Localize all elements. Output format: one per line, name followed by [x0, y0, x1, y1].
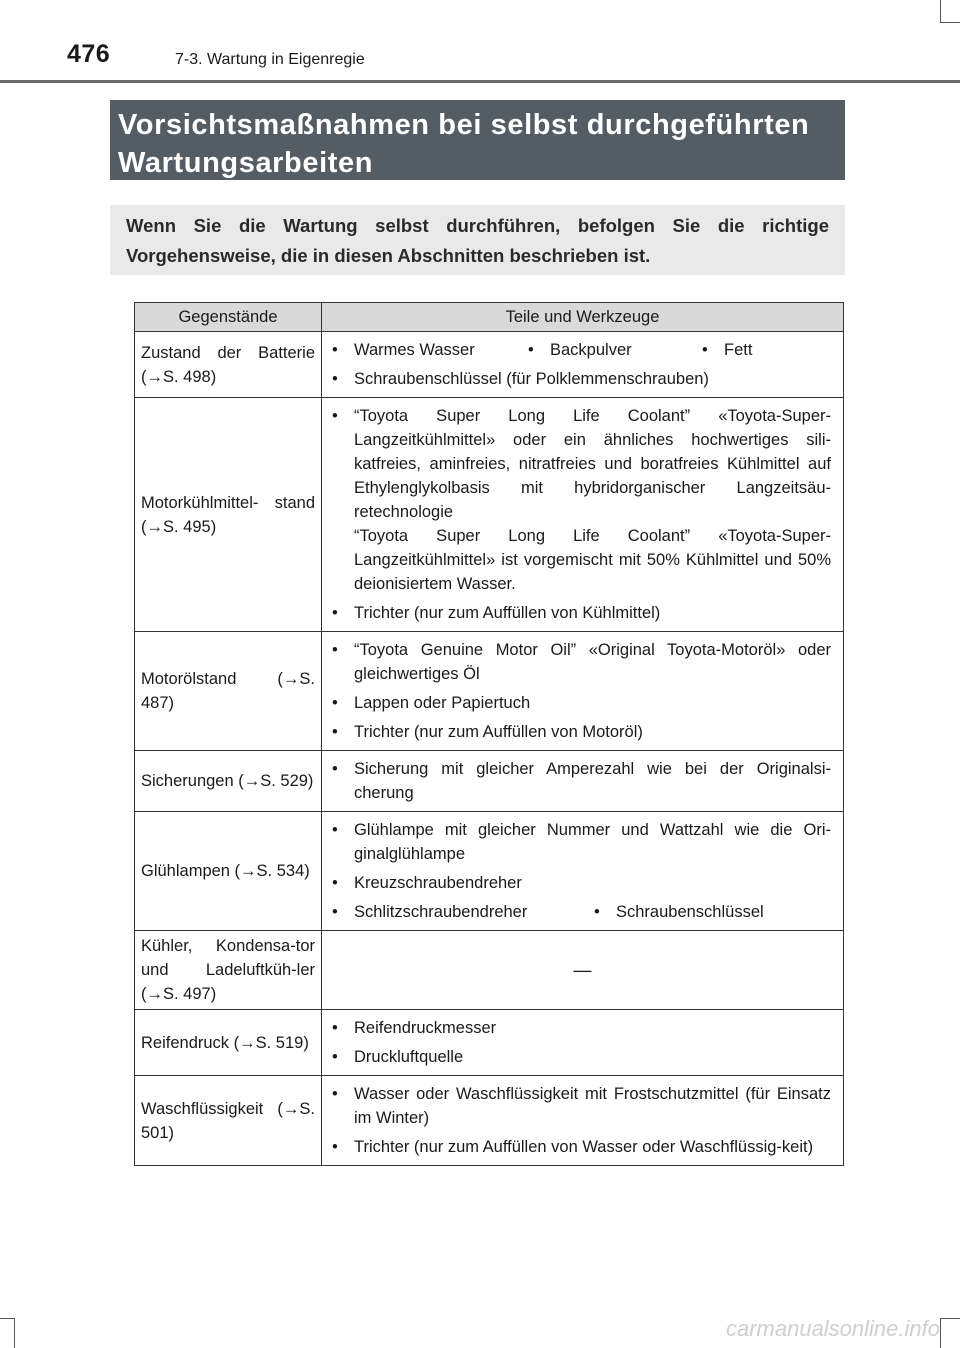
tools-cell	[322, 812, 844, 931]
list-item	[332, 404, 831, 596]
list-item-text: Lappen oder Papiertuch	[354, 694, 531, 712]
header-divider	[0, 80, 960, 83]
column-header-tools: Teile und Werkzeuge	[322, 303, 844, 332]
bullet-icon: •	[594, 903, 600, 921]
item-cell: Sicherungen (→S. 529)	[135, 751, 322, 812]
list-item-text: Glühlampe mit gleicher Nummer und Wattzahl wie die Ori-ginalglühlampe	[354, 821, 831, 863]
bullet-icon: •	[332, 1019, 338, 1037]
table-row	[135, 812, 844, 931]
bullet-icon: •	[332, 604, 338, 622]
list-item-text: Schlitzschraubendreher	[354, 903, 528, 921]
list-item-text: Kreuzschraubendreher	[354, 874, 522, 892]
list-item	[332, 871, 831, 895]
list-item-text: Trichter (nur zum Auffüllen von Kühlmittel)	[354, 604, 661, 622]
table-row	[135, 398, 844, 632]
list-item	[332, 1135, 831, 1159]
item-cell: Glühlampen (→S. 534)	[135, 812, 322, 931]
list-item-text: Backpulver	[550, 341, 632, 359]
list-item-text: Schraubenschlüssel (für Polklemmenschrauben)	[354, 370, 709, 388]
tools-cell	[322, 632, 844, 751]
list-item-text: “Toyota Super Long Life Coolant” «Toyota-Super-Langzeitkühlmittel» oder ein ähnliches hochwertiges sili-katfreies, aminfreies, nitratfreies und boratfreies Kühlmittel auf Ethylenglykolbasis mit hybridorganischer Langzeitsäu-retechnologie	[354, 407, 831, 521]
section-breadcrumb: 7-3. Wartung in Eigenregie	[175, 51, 365, 68]
list-item	[332, 1045, 831, 1069]
list-item-text: Sicherung mit gleicher Amperezahl wie bei der Originalsi-cherung	[354, 760, 831, 802]
bullet-icon: •	[332, 903, 338, 921]
page-number: 476	[67, 40, 111, 68]
table-row	[135, 332, 844, 398]
parts-tools-table	[134, 302, 844, 1166]
bullet-icon: •	[332, 407, 338, 425]
bullet-icon: •	[702, 341, 708, 359]
item-cell: Kühler, Kondensa-tor und Ladeluftküh-ler (→S. 497)	[135, 931, 322, 1010]
watermark: carmanualsonline.info	[725, 1316, 940, 1341]
column-header-items: Gegenstände	[135, 303, 322, 332]
bullet-icon: •	[332, 694, 338, 712]
list-item-text: Trichter (nur zum Auffüllen von Motoröl)	[354, 723, 643, 741]
list-item-text: Druckluftquelle	[354, 1048, 464, 1066]
list-item	[332, 900, 831, 924]
list-item-text: Schraubenschlüssel	[616, 903, 764, 921]
bullet-icon: •	[332, 1085, 338, 1103]
page-title	[110, 100, 845, 180]
item-cell: Reifendruck (→S. 519)	[135, 1010, 322, 1076]
bullet-icon: •	[332, 723, 338, 741]
item-cell: Motorkühlmittel- stand (→S. 495)	[135, 398, 322, 632]
bullet-icon: •	[332, 1048, 338, 1066]
tools-cell	[322, 332, 844, 398]
list-item	[332, 720, 831, 744]
table-row	[135, 751, 844, 812]
list-item	[332, 691, 831, 715]
crop-mark	[14, 1318, 15, 1348]
intro-text: Wenn Sie die Wartung selbst durchführen, befolgen Sie die richtige Vorgehensweise, die in diesen Abschnitten beschrieben ist.	[110, 205, 845, 275]
list-item-text: Reifendruckmesser	[354, 1019, 497, 1037]
list-item-text: Wasser oder Waschflüssigkeit mit Frostschutzmittel (für Einsatz im Winter)	[354, 1085, 831, 1127]
bullet-icon: •	[332, 341, 338, 359]
bullet-icon: •	[332, 874, 338, 892]
list-item-text: Warmes Wasser	[354, 341, 475, 359]
crop-mark	[940, 1318, 960, 1319]
crop-mark	[940, 1318, 941, 1348]
table-row	[135, 1076, 844, 1166]
list-item	[332, 757, 831, 805]
list-item	[332, 1082, 831, 1130]
crop-mark	[0, 1318, 14, 1319]
bullet-icon: •	[332, 760, 338, 778]
item-cell: Motorölstand (→S. 487)	[135, 632, 322, 751]
list-item-text: “Toyota Genuine Motor Oil” «Original Toyota-Motoröl» oder gleichwertiges Öl	[354, 641, 831, 683]
list-item	[332, 818, 831, 866]
table-row	[135, 1010, 844, 1076]
bullet-icon: •	[332, 641, 338, 659]
tools-cell	[322, 1076, 844, 1166]
page-title-line2: Wartungsarbeiten	[118, 147, 374, 179]
tools-cell-empty: —	[322, 931, 844, 1010]
crop-mark	[940, 22, 960, 23]
list-item-note: “Toyota Super Long Life Coolant” «Toyota-Super-Langzeitkühlmittel» ist vorgemischt mit 50% Kühlmittel und 50% deionisiertem Wasser.	[354, 527, 831, 593]
page-title-line1: Vorsichtsmaßnahmen bei selbst durchgeführten	[118, 109, 810, 141]
crop-mark	[940, 0, 941, 22]
list-item	[332, 367, 831, 391]
list-item	[332, 638, 831, 686]
list-item-text: Trichter (nur zum Auffüllen von Wasser oder Waschflüssig-keit)	[354, 1138, 814, 1156]
list-item	[332, 601, 831, 625]
list-item	[332, 338, 831, 362]
tools-cell	[322, 751, 844, 812]
bullet-icon: •	[528, 341, 534, 359]
list-item-text: Fett	[724, 341, 753, 359]
table-row	[135, 931, 844, 1010]
item-cell: Waschflüssigkeit (→S. 501)	[135, 1076, 322, 1166]
tools-cell	[322, 398, 844, 632]
table-row	[135, 632, 844, 751]
bullet-icon: •	[332, 821, 338, 839]
table-header-row	[135, 303, 844, 332]
bullet-icon: •	[332, 370, 338, 388]
list-item	[332, 1016, 831, 1040]
bullet-icon: •	[332, 1138, 338, 1156]
tools-cell	[322, 1010, 844, 1076]
item-cell: Zustand der Batterie (→S. 498)	[135, 332, 322, 398]
